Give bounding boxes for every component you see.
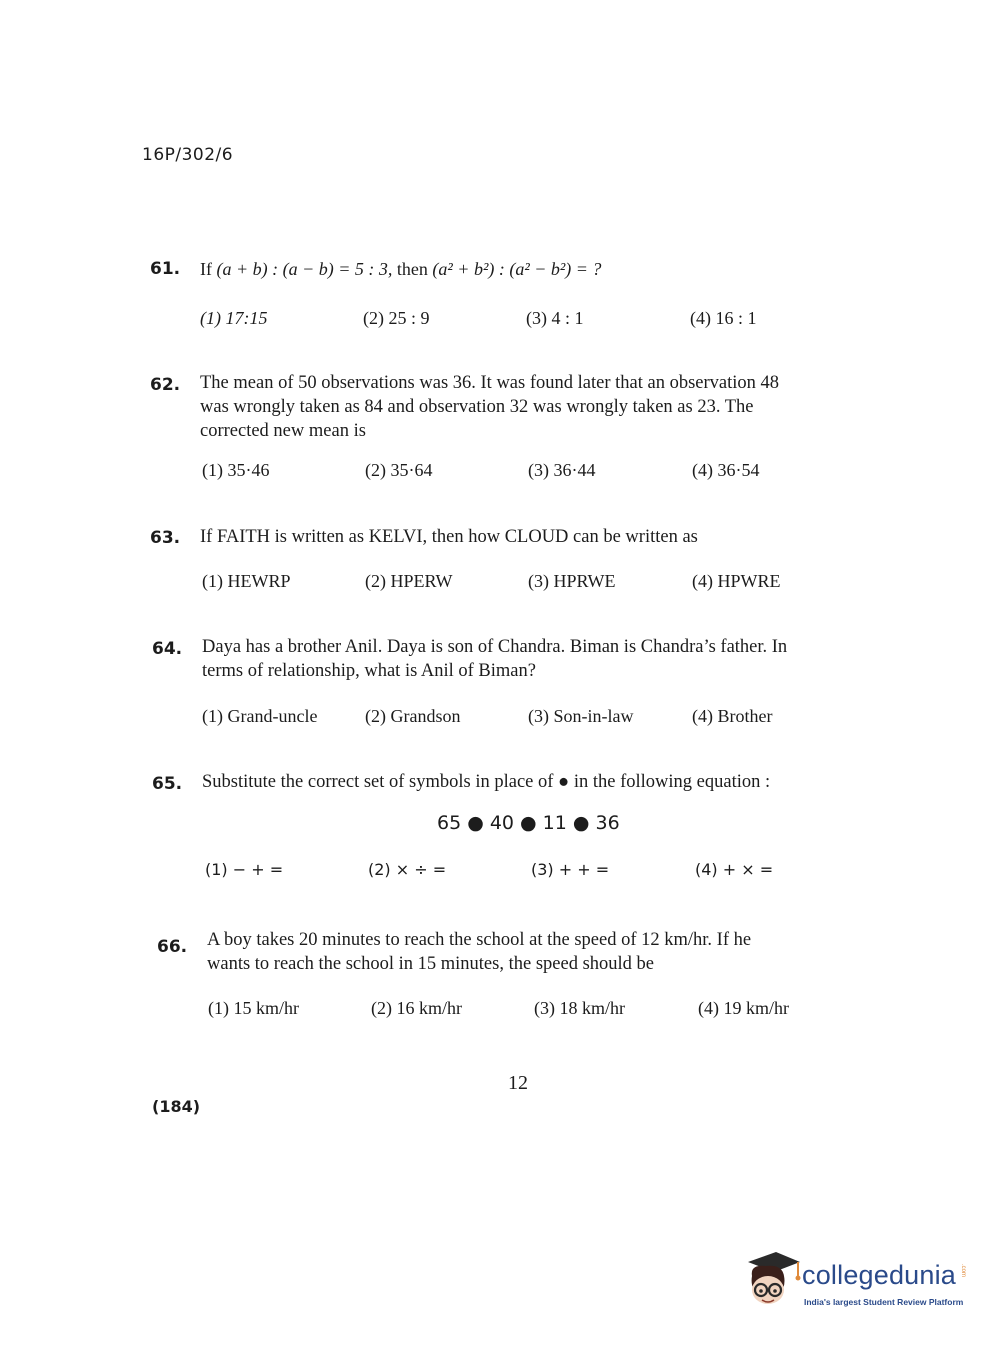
options-row	[200, 308, 900, 332]
question-text	[200, 525, 880, 549]
math-then: then	[396, 259, 428, 279]
question-line: terms of relationship, what is Anil of Biman?	[202, 661, 536, 681]
collegedunia-logo	[742, 1248, 972, 1318]
option: (4) 16 : 1	[690, 308, 757, 328]
question-line: Daya has a brother Anil. Daya is son of Chandra. Biman is Chandra’s father. In	[202, 637, 788, 657]
option: (4) HPWRE	[692, 571, 781, 591]
question-line: The mean of 50 observations was 36. It was found later that an observation 48	[200, 373, 780, 393]
question-line: Substitute the correct set of symbols in place of ● in the following equation :	[202, 772, 771, 792]
booklet-code: (184)	[152, 1097, 201, 1116]
question-line: was wrongly taken as 84 and observation 32 was wrongly taken as 23. The	[200, 397, 754, 417]
math-prefix: If	[200, 259, 212, 279]
page-number: 12	[508, 1072, 528, 1094]
option: (2) 25 : 9	[363, 308, 430, 328]
logo-domain: .com	[960, 1264, 966, 1278]
option: (1) 35·46	[202, 460, 270, 480]
question-number: 65.	[152, 774, 183, 794]
option: (2) 35·64	[365, 460, 433, 480]
logo-tagline: India's largest Student Review Platform	[804, 1297, 964, 1307]
option: (4) + × =	[695, 860, 774, 879]
mascot-icon	[742, 1248, 802, 1318]
option: (1) HEWRP	[202, 571, 291, 591]
option: (3) 18 km/hr	[534, 998, 625, 1018]
option: (4) Brother	[692, 706, 773, 726]
option: (1) − + =	[205, 860, 284, 879]
options-row	[202, 706, 902, 730]
question-line: corrected new mean is	[200, 421, 366, 441]
document-code: 16P/302/6	[142, 145, 234, 165]
option: (3) HPRWE	[528, 571, 616, 591]
logo-wordmark: collegedunia	[802, 1260, 957, 1290]
question-text	[202, 635, 882, 683]
question-text	[207, 928, 887, 976]
question-number: 63.	[150, 528, 181, 548]
math-expression: (a + b) : (a − b) = 5 : 3,	[216, 259, 393, 279]
options-row	[202, 460, 902, 484]
question-number: 66.	[157, 937, 188, 957]
option: (1) 15 km/hr	[208, 998, 299, 1018]
option: (2) Grandson	[365, 706, 461, 726]
options-row	[205, 860, 905, 884]
option: (1) Grand-uncle	[202, 706, 318, 726]
question-number: 61.	[150, 259, 181, 279]
option: (2) 16 km/hr	[371, 998, 462, 1018]
option: (3) 36·44	[528, 460, 596, 480]
options-row	[202, 571, 902, 595]
question-line: wants to reach the school in 15 minutes, the speed should be	[207, 954, 654, 974]
equation: 65 ● 40 ● 11 ● 36	[437, 812, 620, 834]
option: (1) 17:15	[200, 308, 268, 328]
math-expression: (a² + b²) : (a² − b²) = ?	[432, 259, 602, 279]
option: (2) × ÷ =	[368, 860, 447, 879]
option: (3) + + =	[531, 860, 610, 879]
question-line: If FAITH is written as KELVI, then how CLOUD can be written as	[200, 527, 698, 547]
question-text	[200, 371, 880, 443]
option: (3) Son-in-law	[528, 706, 634, 726]
option: (3) 4 : 1	[526, 308, 584, 328]
question-number: 64.	[152, 639, 183, 659]
option: (4) 36·54	[692, 460, 760, 480]
question-number: 62.	[150, 375, 181, 395]
question-line: A boy takes 20 minutes to reach the school at the speed of 12 km/hr. If he	[207, 930, 752, 950]
option: (4) 19 km/hr	[698, 998, 789, 1018]
question-text	[202, 770, 882, 794]
question-text	[200, 259, 601, 280]
option: (2) HPERW	[365, 571, 453, 591]
options-row	[208, 998, 908, 1022]
